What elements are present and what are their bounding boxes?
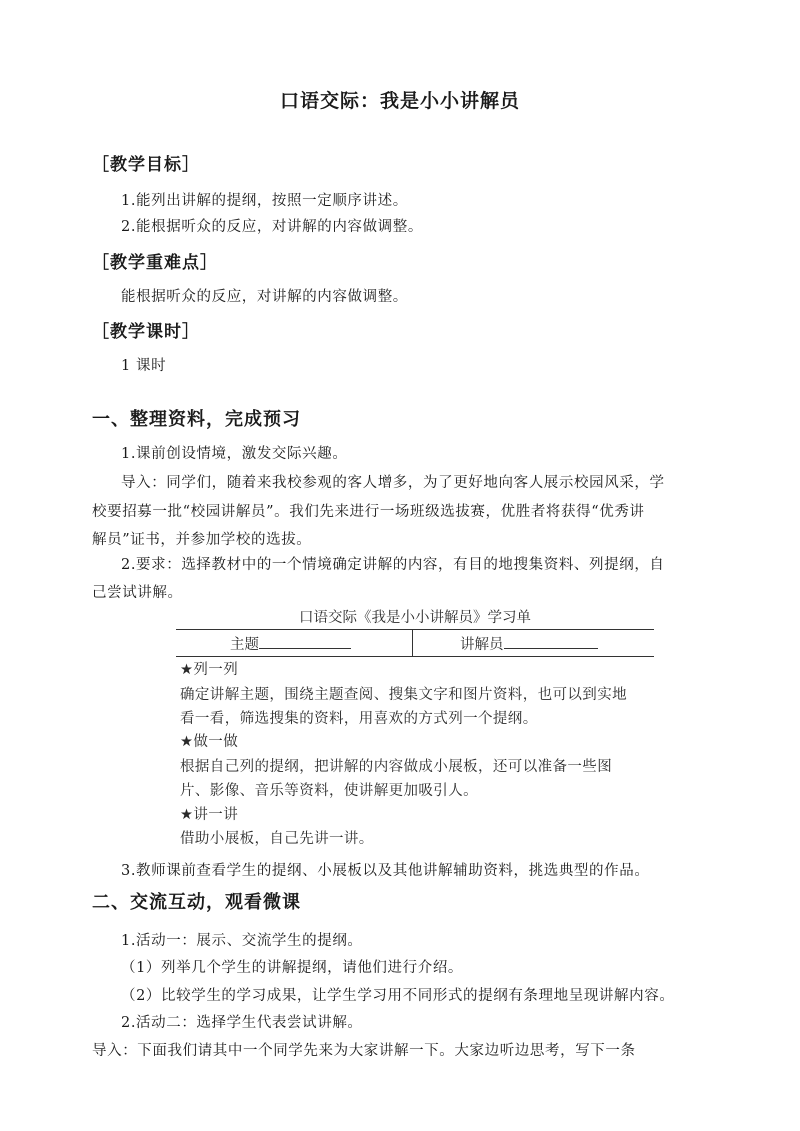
goals-heading: ［教学目标］ — [92, 155, 200, 175]
worksheet-step1-line2: 看一看，筛选搜集的资料，用喜欢的方式列一个提纲。 — [180, 711, 538, 727]
worksheet-speaker-field — [460, 633, 598, 654]
section-1-p2-line1: 导入：同学们，随着来我校参观的客人增多，为了更好地向客人展示校园风采，学 — [121, 475, 665, 491]
section-2-p2: （1）列举几个学生的讲解提纲，请他们进行介绍。 — [121, 960, 464, 976]
worksheet-step3-line1: 借助小展板，自己先讲一讲。 — [180, 831, 374, 847]
section-1-p2-line3: 解员”证书，并参加学校的选拔。 — [92, 532, 312, 548]
section-1-p3-line2: 己尝试讲解。 — [92, 585, 183, 601]
worksheet-step1-line1: 确定讲解主题，围绕主题查阅、搜集文字和图片资料，也可以到实地 — [180, 687, 627, 703]
worksheet-topic-blank — [259, 633, 351, 649]
worksheet-step2-heading: ★做一做 — [180, 734, 239, 750]
hours-text: 1 课时 — [121, 358, 167, 374]
section-1-p4: 3.教师课前查看学生的提纲、小展板以及其他讲解辅助资料，挑选典型的作品。 — [121, 863, 650, 879]
worksheet-topic-label: 主题 — [230, 637, 259, 653]
worksheet-rule-bottom — [176, 656, 654, 657]
section-2-heading: 二、交流互动，观看微课 — [92, 892, 301, 913]
worksheet-title: 口语交际《我是小小讲解员》学习单 — [299, 610, 531, 626]
section-1-heading: 一、整理资料，完成预习 — [92, 409, 301, 430]
section-1-p2-line2: 校要招募一批“校园讲解员”。我们先来进行一场班级选拔赛，优胜者将获得“优秀讲 — [92, 504, 645, 520]
worksheet-divider — [412, 629, 413, 656]
key-points-heading: ［教学重难点］ — [92, 253, 218, 273]
worksheet-speaker-label: 讲解员 — [460, 637, 504, 653]
hours-heading: ［教学课时］ — [92, 322, 200, 342]
section-2-p4: 2.活动二：选择学生代表尝试讲解。 — [121, 1015, 363, 1031]
worksheet-image — [176, 603, 654, 848]
worksheet-step2-line1: 根据自己列的提纲，把讲解的内容做成小展板，还可以准备一些图 — [180, 759, 613, 775]
worksheet-speaker-blank — [504, 633, 598, 649]
worksheet-topic-field — [230, 633, 351, 654]
section-2-p1: 1.活动一：展示、交流学生的提纲。 — [121, 933, 363, 949]
goal-item-1: 1.能列出讲解的提纲，按照一定顺序讲述。 — [121, 193, 408, 209]
worksheet-step3-heading: ★讲一讲 — [180, 807, 239, 823]
goal-item-2: 2.能根据听众的反应，对讲解的内容做调整。 — [121, 219, 423, 235]
worksheet-step2-line2: 片、影像、音乐等资料，使讲解更加吸引人。 — [180, 783, 478, 799]
section-1-p1: 1.课前创设情境，激发交际兴趣。 — [121, 446, 348, 462]
page-title: 口语交际：我是小小讲解员 — [279, 90, 520, 112]
key-points-text: 能根据听众的反应，对讲解的内容做调整。 — [121, 289, 408, 305]
section-2-p5: 导入：下面我们请其中一个同学先来为大家讲解一下。大家边听边思考，写下一条 — [92, 1043, 636, 1059]
worksheet-step1-heading: ★列一列 — [180, 662, 239, 678]
worksheet-rule-top — [176, 629, 654, 630]
section-1-p3-line1: 2.要求：选择教材中的一个情境确定讲解的内容，有目的地搜集资料、列提纲，自 — [121, 557, 665, 573]
section-2-p3: （2）比较学生的学习成果，让学生学习用不同形式的提纲有条理地呈现讲解内容。 — [121, 988, 675, 1004]
